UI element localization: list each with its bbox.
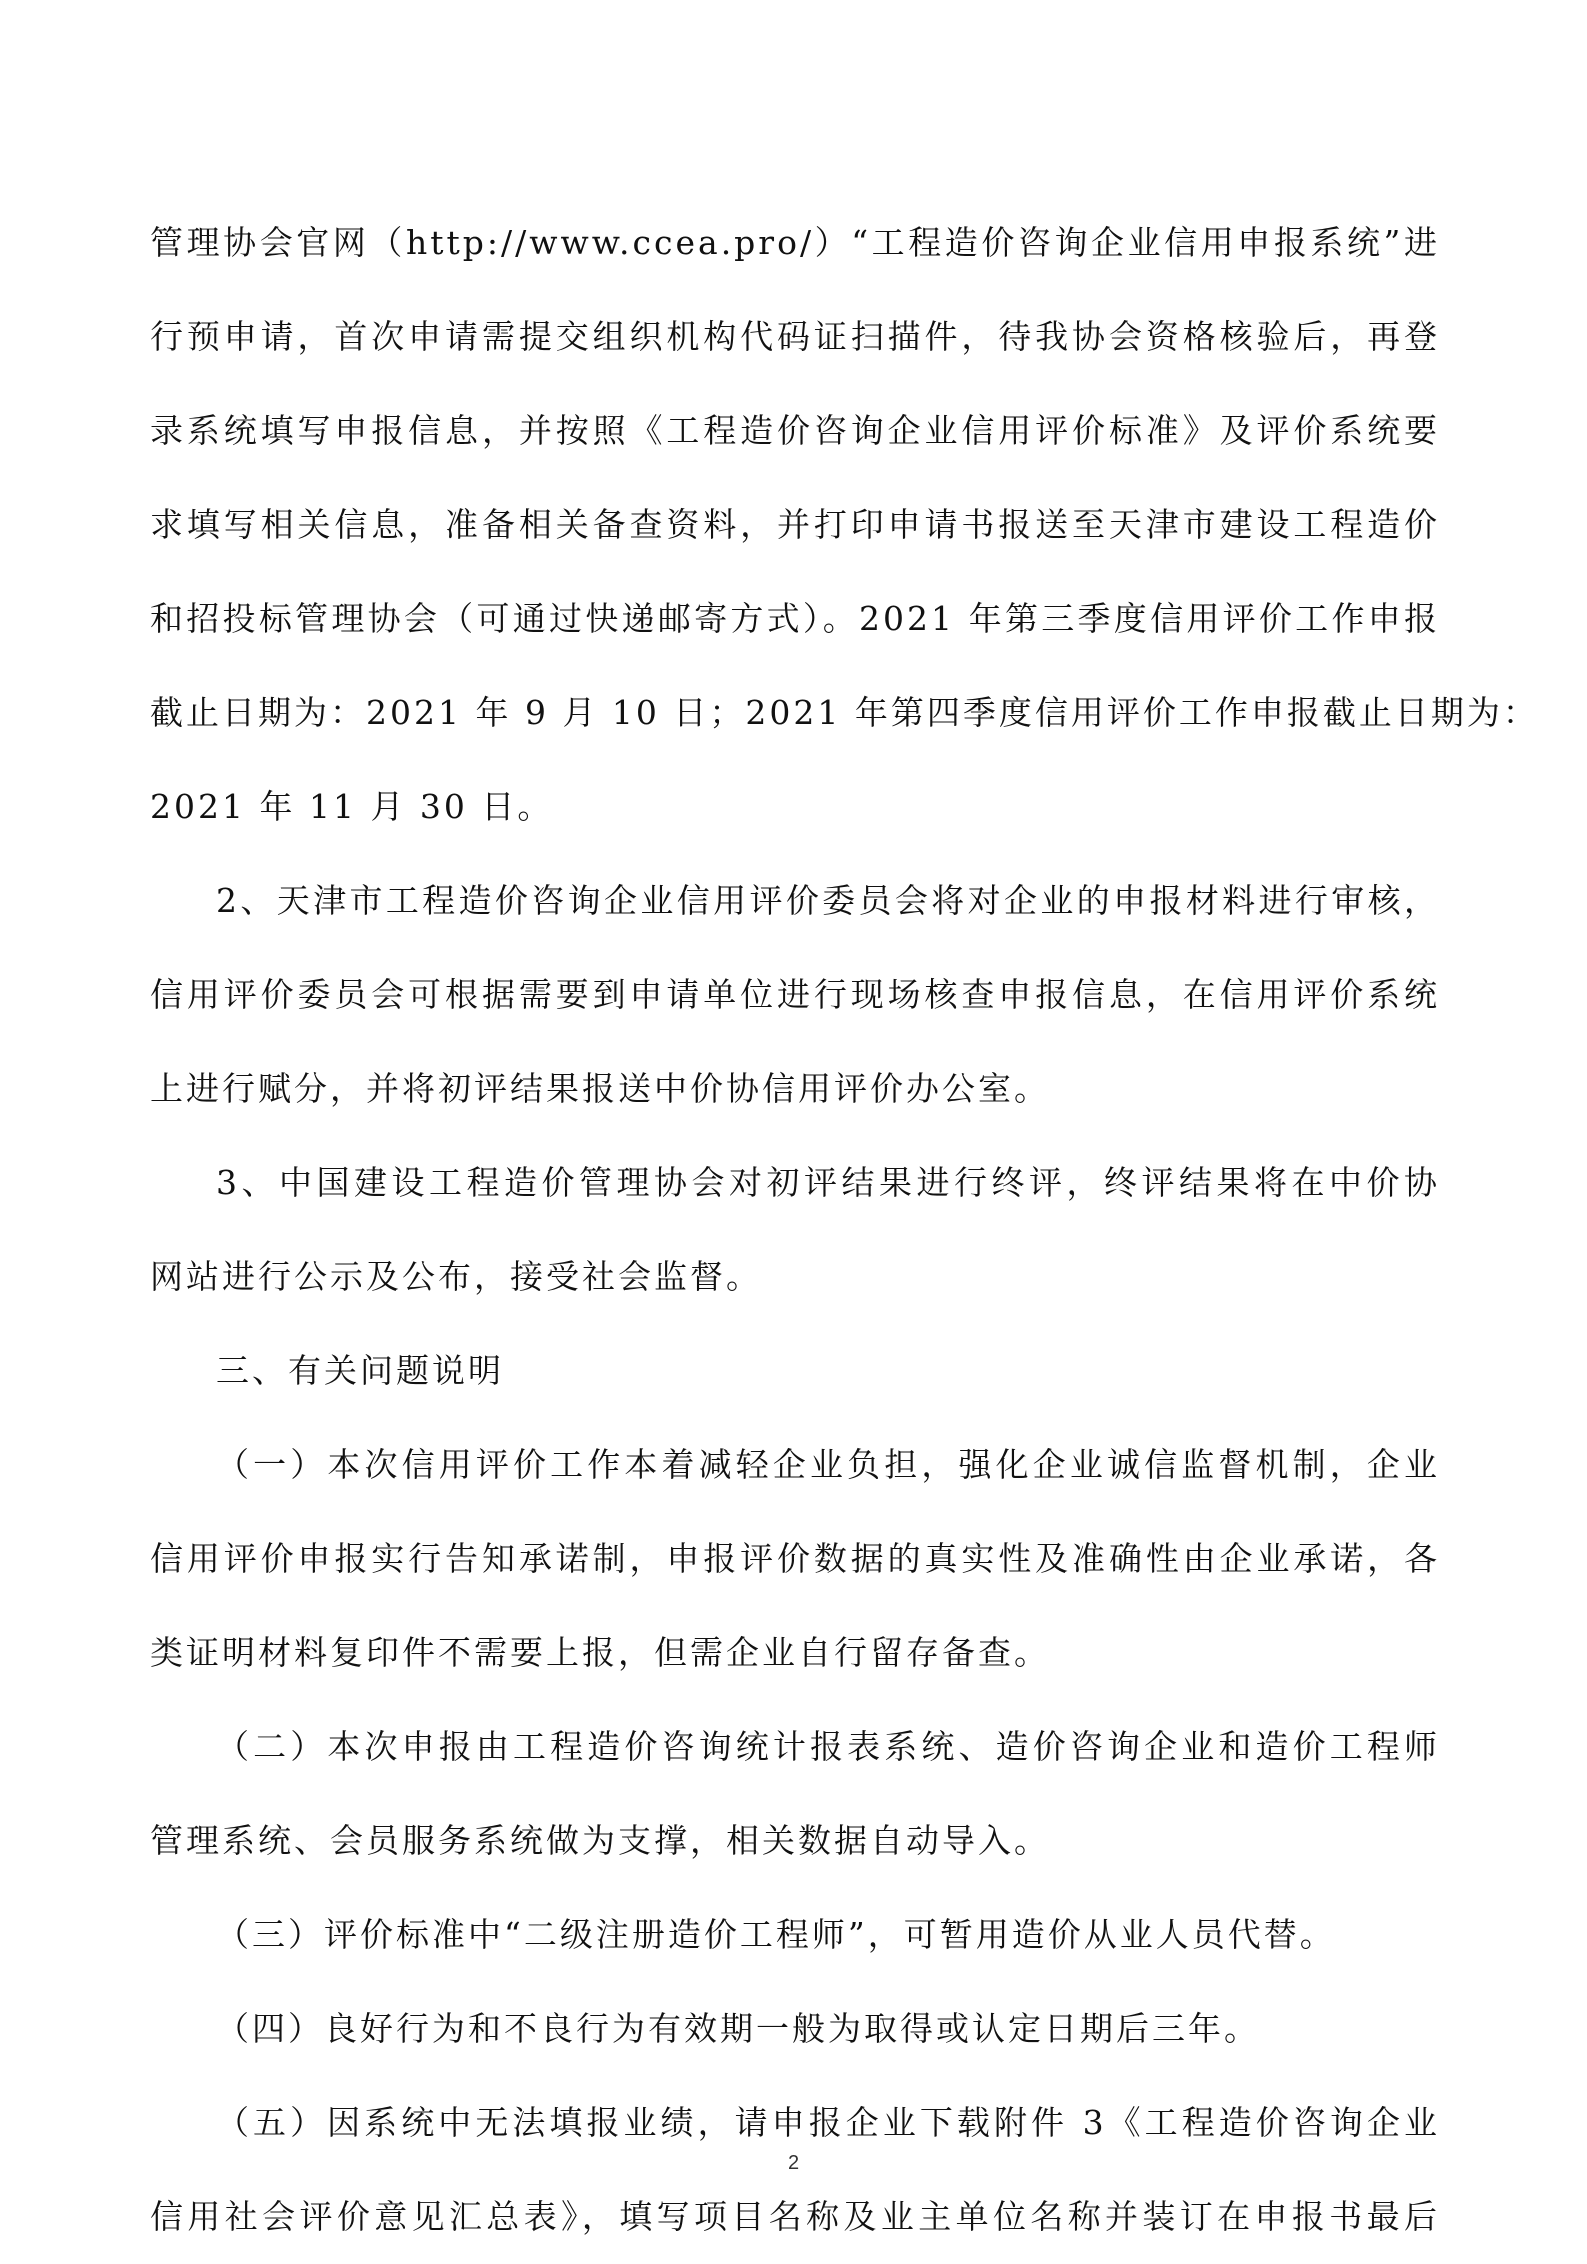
text-line: 网站进行公示及公布，接受社会监督。 bbox=[150, 1257, 762, 1296]
text-line: （二）本次申报由工程造价咨询统计报表系统、造价咨询企业和造价工程师 bbox=[216, 1727, 1440, 1766]
text-line: （四）良好行为和不良行为有效期一般为取得或认定日期后三年。 bbox=[216, 2009, 1260, 2048]
text-line: 信用社会评价意见汇总表》，填写项目名称及业主单位名称并装订在申报书最后 bbox=[150, 2197, 1440, 2236]
text-line: 2、天津市工程造价咨询企业信用评价委员会将对企业的申报材料进行审核， bbox=[216, 881, 1440, 920]
text-line: 截止日期为：2021 年 9 月 10 日；2021 年第四季度信用评价工作申报截止日期为： bbox=[150, 693, 1539, 732]
section-heading: 三、有关问题说明 bbox=[216, 1351, 504, 1390]
text-line: （一）本次信用评价工作本着减轻企业负担，强化企业诚信监督机制，企业 bbox=[216, 1445, 1440, 1484]
text-line: 信用评价申报实行告知承诺制，申报评价数据的真实性及准确性由企业承诺，各 bbox=[150, 1539, 1440, 1578]
body-text bbox=[150, 196, 1539, 2264]
text-line: （五）因系统中无法填报业绩，请申报企业下载附件 3《工程造价咨询企业 bbox=[216, 2103, 1440, 2142]
text-line: （三）评价标准中“二级注册造价工程师”，可暂用造价从业人员代替。 bbox=[216, 1915, 1336, 1954]
text-line: 3、中国建设工程造价管理协会对初评结果进行终评，终评结果将在中价协 bbox=[216, 1163, 1440, 1202]
text-line: 录系统填写申报信息，并按照《工程造价咨询企业信用评价标准》及评价系统要 bbox=[150, 411, 1440, 450]
text-line: 类证明材料复印件不需要上报，但需企业自行留存备查。 bbox=[150, 1633, 1050, 1672]
page-number: 2 bbox=[787, 2152, 800, 2174]
text-line: 信用评价委员会可根据需要到申请单位进行现场核查申报信息，在信用评价系统 bbox=[150, 975, 1440, 1014]
text-line: 管理协会官网（http://www.ccea.pro/）“工程造价咨询企业信用申报系统”进 bbox=[150, 223, 1440, 262]
text-line: 上进行赋分，并将初评结果报送中价协信用评价办公室。 bbox=[150, 1069, 1050, 1108]
text-line: 管理系统、会员服务系统做为支撑，相关数据自动导入。 bbox=[150, 1821, 1050, 1860]
text-line: 行预申请，首次申请需提交组织机构代码证扫描件，待我协会资格核验后，再登 bbox=[150, 317, 1440, 356]
text-line: 求填写相关信息，准备相关备查资料，并打印申请书报送至天津市建设工程造价 bbox=[150, 505, 1440, 544]
text-line: 2021 年 11 月 30 日。 bbox=[150, 787, 554, 826]
text-line: 和招投标管理协会（可通过快递邮寄方式）。2021 年第三季度信用评价工作申报 bbox=[150, 599, 1440, 638]
